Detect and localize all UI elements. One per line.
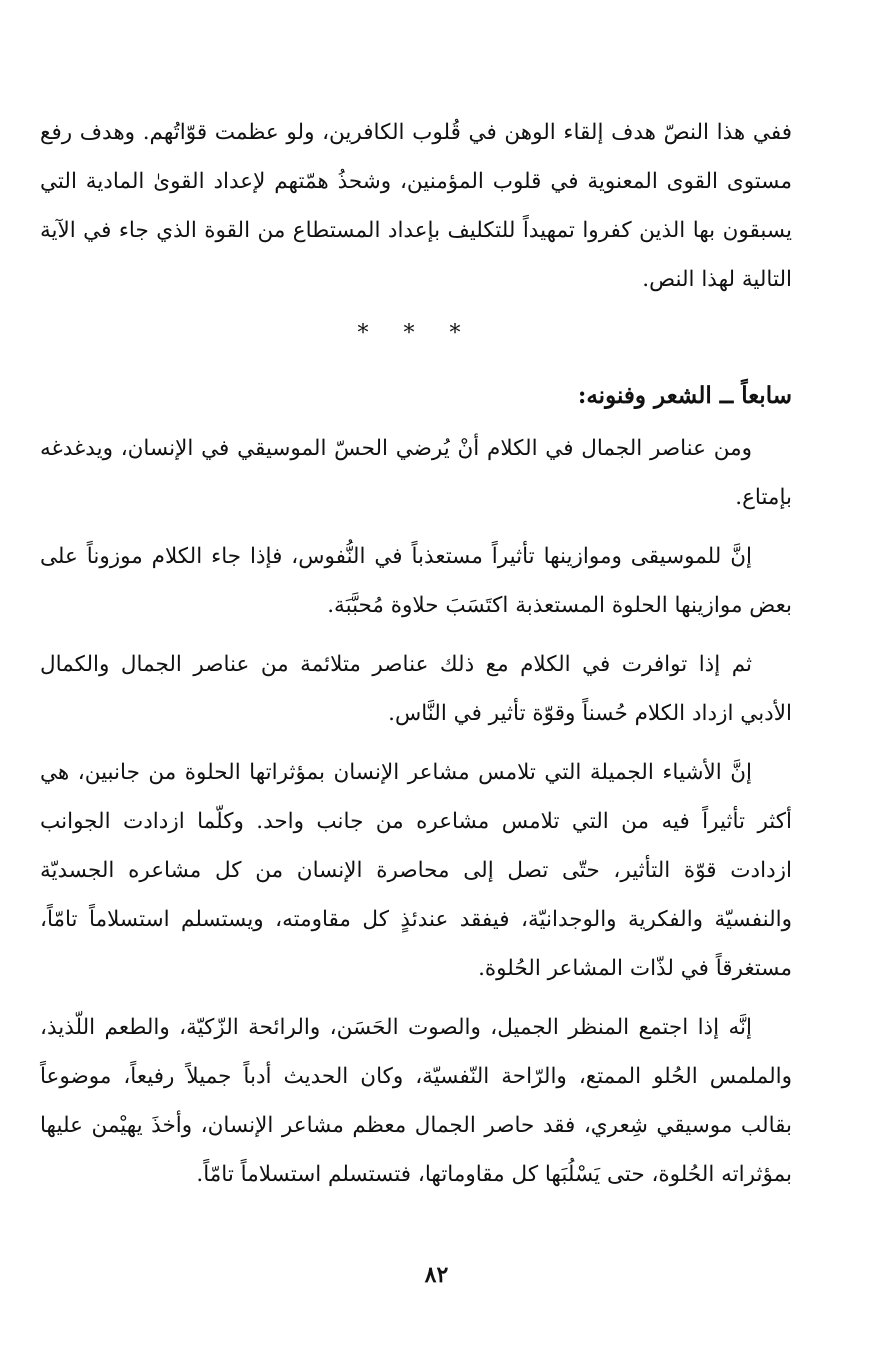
section-heading: سابعاً ــ الشعر وفنونه: — [577, 382, 792, 409]
paragraph-4: إنَّ الأشياء الجميلة التي تلامس مشاعر الإنسان بمؤثراتها الحلوة من جانبين، هي أكثر تأثيراً فيه من التي تلامس مشاعره من جانب واحد. وكلّما ازدادت الجوانب ازدادت قوّة التأثير، حتّى تصل إلى محاصرة الإنسان من كل مشاعره الجسديّة والنفسيّة والفكرية والوجدانيّة، فيفقد عندئذٍ كل مقاومته، ويستسلم استسلاماً تامّاً، مستغرقاً في لذّات المشاعر الحُلوة. — [40, 760, 792, 981]
page-content — [40, 108, 792, 1338]
paragraph-5: إنَّه إذا اجتمع المنظر الجميل، والصوت الحَسَن، والرائحة الزّكيّة، والطعم اللّذيذ، والملمس الحُلو الممتع، والرّاحة النّفسيّة، وكان الحديث أدباً جميلاً رفيعاً، موضوعاً بقالب موسيقي شِعري، فقد حاصر الجمال معظم مشاعر الإنسان، وأخذَ يهيْمن عليها بمؤثراته الحُلوة، حتى يَسْلُبَها كل مقاوماتها، فتستسلم استسلاماً تامّاً. — [40, 1015, 792, 1187]
paragraph-1: ومن عناصر الجمال في الكلام أنْ يُرضي الحسّ الموسيقي في الإنسان، ويدغدغه بإمتاع. — [40, 436, 792, 510]
intro-paragraph: ففي هذا النصّ هدف إلقاء الوهن في قُلوب الكافرين، ولو عظمت قوّاتُهم. وهدف رفع مستوى القوى المعنوية في قلوب المؤمنين، وشحذُ همّتهم لإعداد القوىٰ المادية التي يسبقون بها الذين كفروا تمهيداً للتكليف بإعداد المستطاع من القوة الذي جاء في الآية التالية لهذا النص. — [40, 120, 792, 292]
paragraph-3: ثم إذا توافرت في الكلام مع ذلك عناصر متلائمة من عناصر الجمال والكمال الأدبي ازداد الكلام حُسناً وقوّة تأثير في النَّاس. — [40, 652, 792, 726]
paragraph-2: إنَّ للموسيقى وموازينها تأثيراً مستعذباً في النُّفوس، فإذا جاء الكلام موزوناً على بعض موازينها الحلوة المستعذبة اكتَسَبَ حلاوة مُحبَّبَة. — [40, 544, 792, 618]
page-number: ٨٢ — [424, 1262, 449, 1288]
section-separator: * * * — [357, 321, 475, 346]
